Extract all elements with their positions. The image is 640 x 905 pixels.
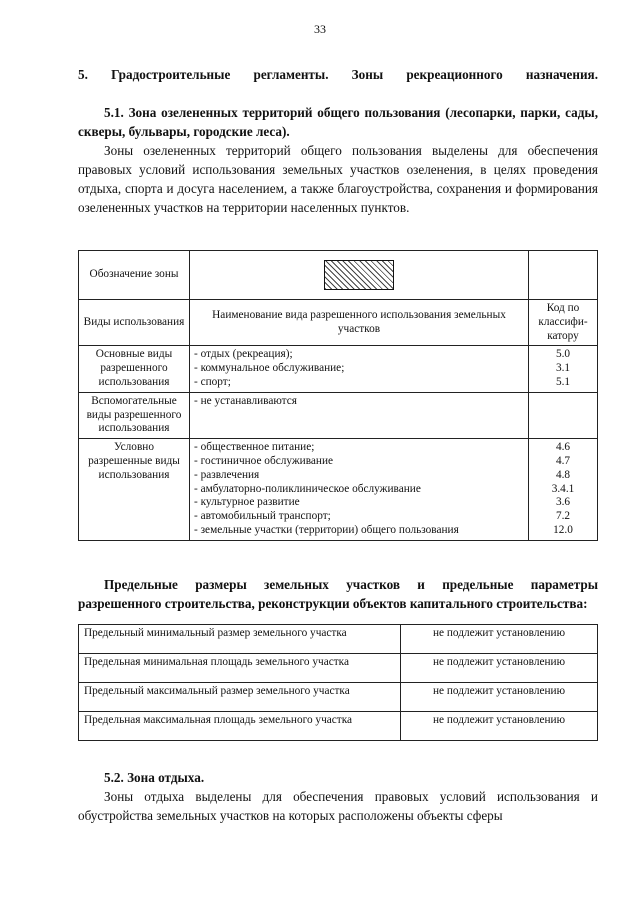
- aux-uses-label: Вспомогательные виды разрешенного использования: [79, 392, 190, 438]
- list-item: - не устанавливаются: [194, 394, 297, 407]
- limit-value: не подлежит установлению: [401, 683, 598, 712]
- zone-hatch-symbol: [324, 260, 394, 290]
- aux-uses-list: [190, 392, 529, 438]
- limit-label: Предельная минимальная площадь земельного участка: [79, 654, 401, 683]
- table-row: [79, 300, 598, 346]
- kinds-header: Виды использования: [79, 300, 190, 346]
- list-item: - земельные участки (территории) общего пользования: [194, 523, 459, 536]
- code-value: 4.7: [555, 454, 571, 467]
- code-value: 5.1: [555, 375, 571, 388]
- section-5-2-heading: 5.2. Зона отдыха.: [104, 770, 205, 785]
- code-value: 4.6: [555, 441, 571, 454]
- conditional-uses-label: Условно разрешенные виды использования: [79, 439, 190, 541]
- table-row: [79, 654, 598, 683]
- table-row: [79, 439, 598, 541]
- code-value: 3.6: [555, 496, 571, 509]
- code-value: 5.0: [555, 348, 571, 361]
- list-item: - отдых (рекреация);: [194, 348, 293, 361]
- list-item: - развлечения: [194, 468, 260, 481]
- limits-heading: Предельные размеры земельных участков и предельные параметры разрешенного строительства, реконструкции объектов капитального строительства:: [78, 577, 598, 611]
- code-value: 7.2: [555, 510, 571, 523]
- table-row: [79, 392, 598, 438]
- section-5-1-heading: 5.1. Зона озелененных территорий общего пользования (лесопарки, парки, сады, скверы, бульвары, городские леса).: [78, 105, 598, 139]
- limit-value: не подлежит установлению: [401, 654, 598, 683]
- conditional-uses-codes: [529, 439, 598, 541]
- table-row: [79, 683, 598, 712]
- limit-value: не подлежит установлению: [401, 712, 598, 741]
- code-value: 4.8: [555, 468, 571, 481]
- limits-table: [78, 624, 598, 741]
- code-value: 3.4.1: [551, 482, 575, 495]
- list-item: - гостиничное обслуживание: [194, 454, 334, 467]
- zone-hatch-cell: [190, 251, 529, 300]
- page-number: 33: [314, 22, 326, 36]
- list-item: - общественное питание;: [194, 441, 315, 454]
- list-item: - спорт;: [194, 375, 231, 388]
- limit-label: Предельный максимальный размер земельного участка: [79, 683, 401, 712]
- main-uses-label: Основные виды разрешенного использования: [79, 346, 190, 392]
- limit-label: Предельный минимальный размер земельного участка: [79, 625, 401, 654]
- zone-regulation-table: [78, 250, 598, 541]
- list-item: - автомобильный транспорт;: [194, 510, 331, 523]
- table-row: [79, 251, 598, 300]
- section-5-2-paragraph: Зоны отдыха выделены для обеспечения правовых условий использования и обустройства земельных участков на которых расположены объекты сферы: [78, 789, 598, 823]
- list-item: - амбулаторно-поликлиническое обслуживание: [194, 482, 421, 495]
- list-item: - культурное развитие: [194, 496, 300, 509]
- name-header: Наименование вида разрешенного использования земельных участков: [190, 300, 529, 346]
- table-row: [79, 346, 598, 392]
- limit-label: Предельная максимальная площадь земельного участка: [79, 712, 401, 741]
- section-5-heading: 5. Градостроительные регламенты. Зоны рекреационного назначения.: [78, 67, 598, 82]
- list-item: - коммунальное обслуживание;: [194, 362, 345, 375]
- code-header: Код по классифи-катору: [529, 300, 598, 346]
- table-row: [79, 625, 598, 654]
- limit-value: не подлежит установлению: [401, 625, 598, 654]
- code-value: 3.1: [555, 362, 571, 375]
- table-row: [79, 712, 598, 741]
- code-value: 12.0: [553, 523, 573, 536]
- main-uses-list: [190, 346, 529, 392]
- conditional-uses-list: [190, 439, 529, 541]
- zone-designation-label: Обозначение зоны: [79, 251, 190, 300]
- main-uses-codes: [529, 346, 598, 392]
- section-5-1-paragraph: Зоны озелененных территорий общего пользования выделены для обеспечения правовых условий использования земельных участков озеленения, в целях проведения отдыха, спорта и досуга населением, а также благоустройства, сохранения и формирования озелененных участков на территории населенных пунктов.: [78, 143, 598, 215]
